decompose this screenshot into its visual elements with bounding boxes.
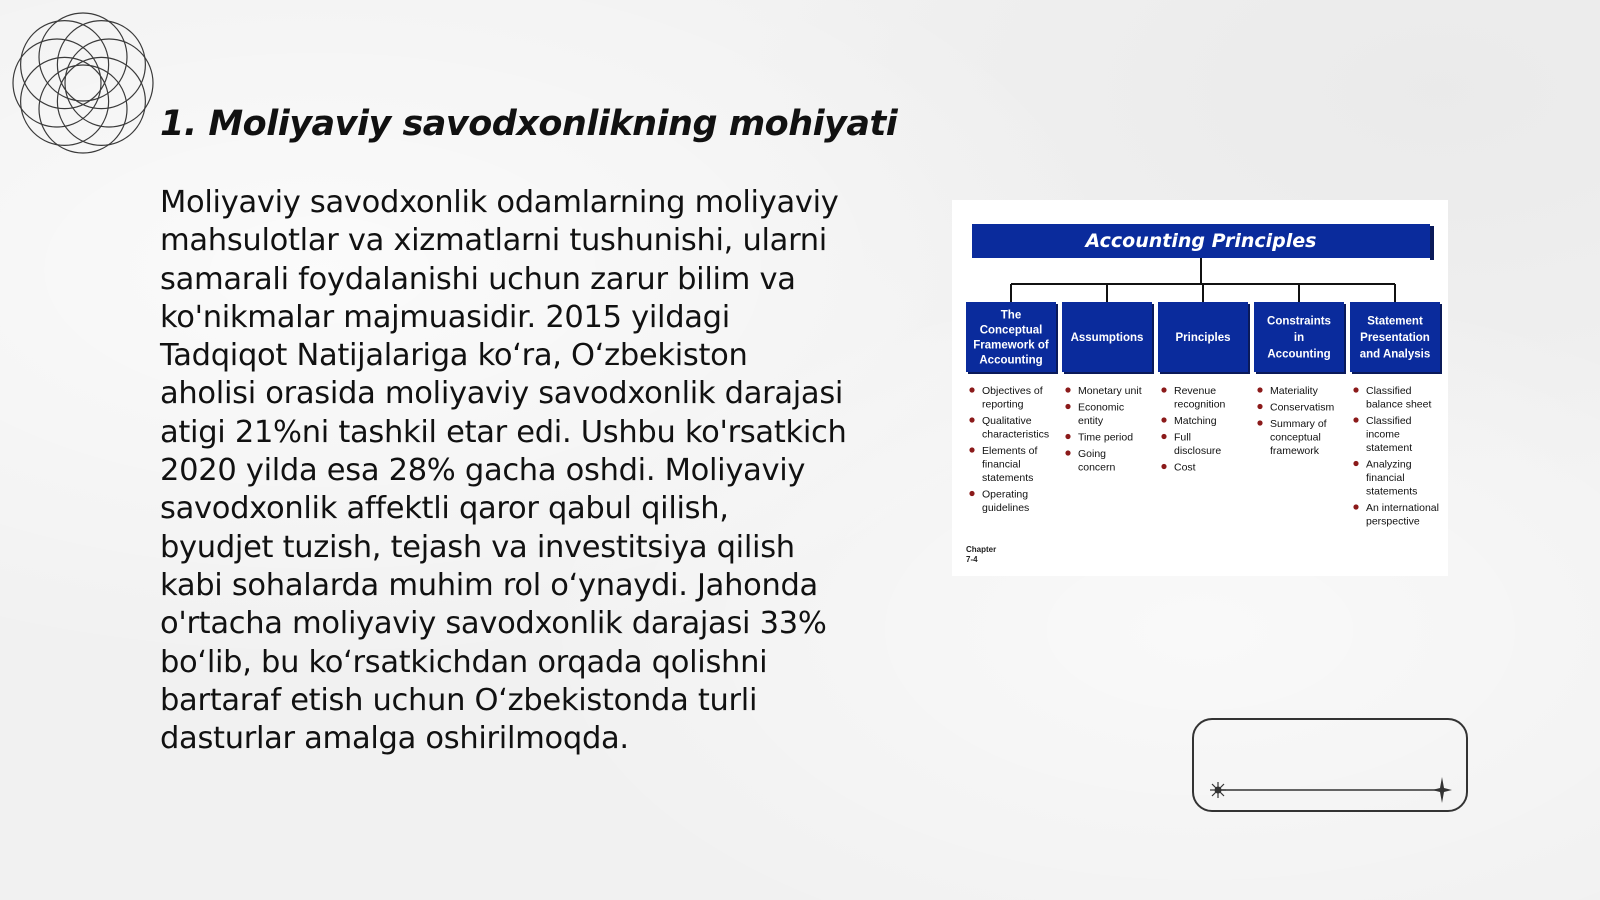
principle-item-text: Revenue (1174, 385, 1217, 397)
principle-item-text: Classified (1366, 385, 1412, 397)
principle-item-text: Summary of (1270, 418, 1327, 430)
principle-item-text: entity (1078, 415, 1104, 427)
principle-item-text: Conservatism (1270, 401, 1335, 414)
principle-item-text: Classified (1366, 415, 1412, 427)
bullet-dot (1161, 464, 1166, 469)
diagram-column (1254, 284, 1346, 457)
diagram-column (1350, 284, 1442, 528)
category-box-label: in (1293, 332, 1305, 344)
chapter-label: 7-4 (966, 555, 978, 564)
bullet-dot (1161, 417, 1166, 422)
bullet-dot (1257, 387, 1262, 392)
principle-item-text: Qualitative (982, 415, 1032, 427)
slider-widget[interactable] (1192, 718, 1468, 812)
bullet-dot (1065, 434, 1070, 439)
bullet-dot (969, 387, 974, 392)
diagram-canvas (952, 200, 1448, 576)
principle-item-text: Analyzing (1366, 458, 1412, 471)
decorative-ring (13, 39, 101, 127)
diagram-header-title: Accounting Principles (1085, 230, 1317, 252)
principle-item-text: statements (982, 472, 1034, 484)
category-box-label: Constraints (1267, 315, 1331, 328)
diagram-column (1158, 284, 1250, 474)
diagram-header-shadow (1430, 226, 1434, 260)
bullet-dot (969, 491, 974, 496)
category-box-label: The (1000, 309, 1022, 322)
bullet-dot (1353, 387, 1358, 392)
principle-item-text: income (1366, 428, 1400, 441)
decorative-ring (21, 21, 109, 109)
slide-paragraph (160, 184, 850, 758)
bullet-dot (1161, 387, 1166, 392)
principle-item-text: An international (1366, 502, 1439, 514)
category-box-label: Assumptions (1070, 332, 1144, 344)
principle-item-text: disclosure (1174, 445, 1222, 457)
principle-item-text: Full (1174, 431, 1191, 444)
category-box-label: Accounting (1267, 348, 1331, 361)
principle-item-text: characteristics (982, 428, 1050, 441)
principle-item-text: statements (1366, 485, 1418, 498)
principle-item-text: Materiality (1270, 385, 1318, 397)
category-box-label: Statement (1367, 315, 1423, 328)
principle-item-text: balance sheet (1366, 398, 1432, 411)
principle-item-text: financial (982, 458, 1021, 471)
paragraph-line: byudjet tuzish, tejash va investitsiya qilish (160, 529, 795, 565)
bullet-dot (1065, 450, 1070, 455)
bullet-dot (1065, 387, 1070, 392)
principle-item-text: perspective (1366, 515, 1420, 528)
sun-burst-icon[interactable] (1210, 782, 1226, 798)
decorative-ring (57, 57, 145, 145)
paragraph-line: Tadqiqot Natijalariga ko‘ra, O‘zbekiston (160, 338, 748, 374)
paragraph-line: kabi sohalarda muhim rol o‘ynaydi. Jahonda (160, 567, 818, 603)
paragraph-line: atigi 21%ni tashkil etar edi. Ushbu ko'rsatkich (160, 414, 847, 450)
principle-item-text: Operating (982, 488, 1029, 501)
bullet-dot (1065, 404, 1070, 409)
category-box-label: Conceptual (979, 324, 1043, 337)
paragraph-line: 2020 yilda esa 28% gacha oshdi. Moliyaviy (160, 453, 806, 489)
decorative-ring (39, 65, 127, 153)
principle-item-text: reporting (982, 398, 1024, 411)
bullet-dot (1257, 404, 1262, 409)
principle-item-text: conceptual (1270, 431, 1321, 444)
bullet-dot (969, 417, 974, 422)
paragraph-line: samarali foydalanishi uchun zarur bilim va (160, 261, 796, 297)
principle-item-text: Monetary unit (1078, 385, 1142, 397)
bullet-dot (1353, 504, 1358, 509)
paragraph-line: aholisi orasida moliyaviy savodxonlik darajasi (160, 376, 844, 412)
principle-item-text: concern (1078, 461, 1116, 474)
principle-item-text: Elements of (982, 445, 1038, 457)
category-box-label: Principles (1175, 332, 1231, 344)
chapter-label: Chapter (966, 545, 997, 554)
principle-item-text: Objectives of (982, 385, 1043, 397)
principle-item-text: framework (1270, 445, 1320, 457)
paragraph-line: ko'nikmalar majmuasidir. 2015 yildagi (160, 299, 730, 335)
decorative-ring (57, 21, 145, 109)
bullet-dot (1257, 420, 1262, 425)
slider-track-canvas (1194, 720, 1466, 810)
overlapping-circles-icon (8, 8, 158, 158)
paragraph-line: dasturlar amalga oshirilmoqda. (160, 721, 629, 757)
principle-item-text: statement (1366, 442, 1413, 454)
principle-item-text: financial (1366, 472, 1405, 484)
principle-item-text: recognition (1174, 398, 1226, 411)
diagram-column (966, 284, 1058, 514)
paragraph-line: bo‘lib, bu ko‘rsatkichdan orqada qolishni (160, 644, 768, 680)
bullet-dot (969, 447, 974, 452)
diagram-column (1062, 284, 1154, 474)
paragraph-line: mahsulotlar va xizmatlarni tushunishi, ularni (160, 223, 827, 259)
paragraph-line: bartaraf etish uchun O‘zbekistonda turli (160, 682, 758, 718)
principle-item-text: guidelines (982, 502, 1030, 514)
paragraph-line: o'rtacha moliyaviy savodxonlik darajasi 33% (160, 606, 827, 642)
principle-item-text: Going (1078, 448, 1107, 460)
category-box-label: and Analysis (1359, 348, 1431, 361)
slide-title: 1. Moliyaviy savodxonlikning mohiyati (160, 104, 898, 144)
decorative-ring (65, 39, 153, 127)
accounting-principles-diagram (952, 200, 1448, 576)
bullet-dot (1353, 461, 1358, 466)
category-box-label: Accounting (979, 354, 1043, 367)
principle-item-text: Cost (1174, 461, 1196, 474)
bullet-dot (1161, 434, 1166, 439)
paragraph-line: savodxonlik affektli qaror qabul qilish, (160, 491, 729, 527)
principle-item-text: Matching (1174, 415, 1217, 427)
principle-item-text: Economic (1078, 401, 1125, 414)
principle-item-text: Time period (1078, 431, 1134, 444)
category-box-label: Framework of (973, 339, 1049, 352)
category-box-label: Presentation (1360, 332, 1430, 344)
bullet-dot (1353, 417, 1358, 422)
sparkle-star-icon[interactable] (1432, 777, 1452, 803)
paragraph-line: Moliyaviy savodxonlik odamlarning moliyaviy (160, 185, 839, 220)
decorative-ring (39, 13, 127, 101)
decorative-ring (21, 57, 109, 145)
